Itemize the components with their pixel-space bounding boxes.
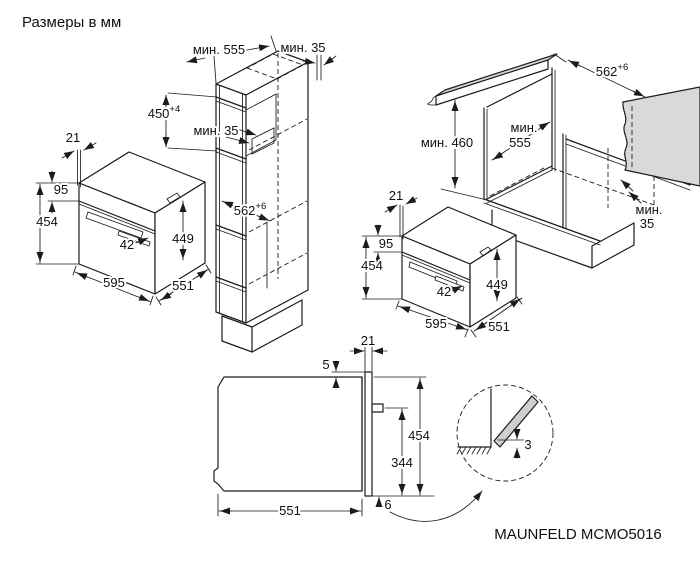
side-view-drawing bbox=[214, 372, 434, 496]
dim-frame-depth: 21 bbox=[360, 333, 376, 348]
dim-inner-depth: $562^{+6}$ bbox=[233, 201, 267, 218]
dim-handle-height: 344 bbox=[391, 455, 413, 470]
dim-base-depth-value: 555 bbox=[509, 135, 531, 150]
model-label: MAUNFELD MCMO5016 bbox=[494, 526, 662, 543]
dim-base-niche-height: мин. 460 bbox=[420, 135, 474, 150]
page-title: Размеры в мм bbox=[22, 14, 122, 31]
dim-wall-gap-word: мин. bbox=[635, 202, 663, 217]
left-oven-drawing bbox=[78, 150, 206, 294]
dim-handle-gap: 42 bbox=[436, 284, 452, 299]
dim-worktop-depth: $562^{+6}$ bbox=[595, 62, 629, 79]
dim-body-depth: 551 bbox=[488, 319, 510, 334]
dim-base-depth-word: мин. bbox=[510, 120, 538, 135]
door-latch bbox=[372, 404, 383, 412]
dim-frame-depth: 21 bbox=[65, 130, 81, 145]
wall-panel bbox=[623, 87, 700, 186]
dim-body-depth: 551 bbox=[279, 503, 301, 518]
dim-floor-gap: 3 bbox=[524, 437, 532, 452]
dim-control-height: 95 bbox=[53, 182, 69, 197]
dim-height: 454 bbox=[408, 428, 430, 443]
door-detail-drawing bbox=[390, 385, 553, 521]
dim-control-height: 95 bbox=[378, 236, 394, 251]
front-panel bbox=[365, 372, 372, 496]
dim-wall-gap-value: 35 bbox=[639, 216, 655, 231]
dim-width: 595 bbox=[103, 275, 125, 290]
dim-top-depth: мин. 555 bbox=[192, 42, 246, 57]
right-oven-drawing bbox=[400, 205, 516, 327]
dim-body-depth: 551 bbox=[172, 278, 194, 293]
dim-bottom-overhang: 6 bbox=[384, 497, 392, 512]
detail-leader-arrow bbox=[390, 491, 482, 521]
dim-vent-gap: мин. 35 bbox=[193, 123, 239, 138]
dim-frame-depth: 21 bbox=[388, 188, 404, 203]
dim-width: 595 bbox=[425, 316, 447, 331]
dim-body-height: 449 bbox=[486, 277, 508, 292]
dim-height: 454 bbox=[36, 214, 58, 229]
dim-handle-gap: 42 bbox=[119, 237, 135, 252]
dim-top-wall-gap: мин. 35 bbox=[280, 40, 326, 55]
floor-hatching bbox=[457, 447, 491, 454]
dim-height: 454 bbox=[361, 258, 383, 273]
dim-body-height: 449 bbox=[172, 231, 194, 246]
dim-niche-height: $450^{+4}$ bbox=[147, 104, 181, 121]
dim-top-overhang: 5 bbox=[322, 357, 330, 372]
